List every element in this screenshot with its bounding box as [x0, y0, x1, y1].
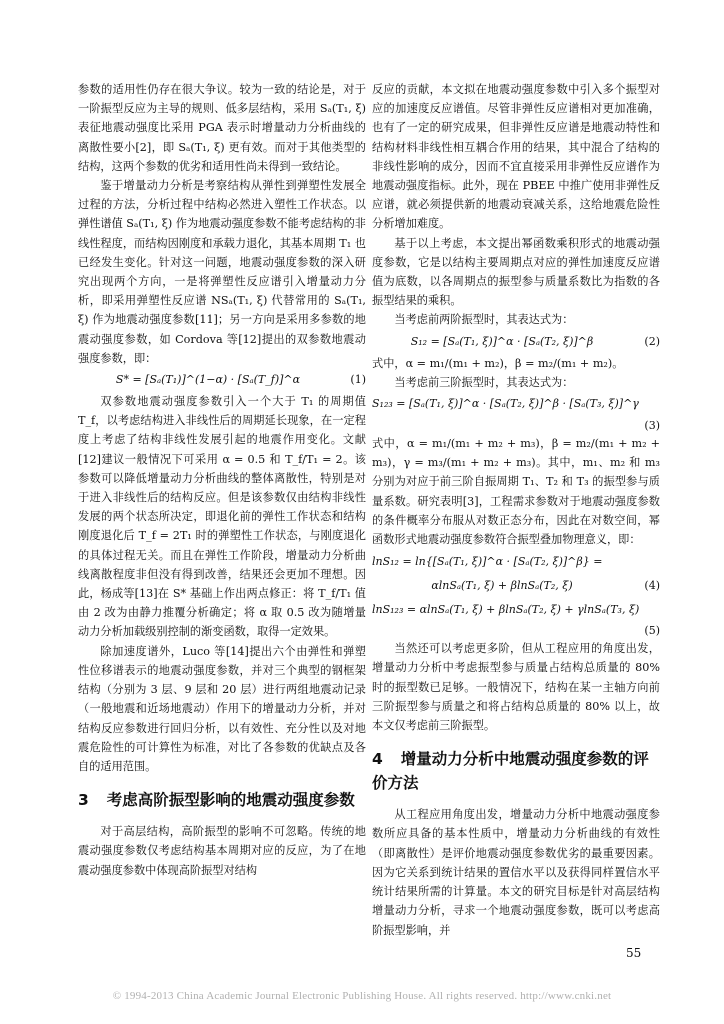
equation-number: (2) — [644, 335, 660, 349]
equation-formula: αlnSₐ(T₁, ξ) + βlnSₐ(T₂, ξ) — [431, 578, 573, 592]
equation-number: (4) — [644, 578, 660, 592]
paragraph: 除加速度谱外，Luco 等[14]提出六个由弹性和弹塑性位移谱表示的地震动强度参数，并对三个典型的钢框架结构（分别为 3 层、9 层和 20 层）进行两组地震动记录（一般地震和近场地震动）作用下的增量动力分析，并对结构反应参数进行回归分析，以有效性、充分性以及对地震危险性的可计算性为标准，对比了各参数的优缺点及各自的适用范围。 — [78, 644, 366, 773]
equation-formula: S* = [Sₐ(T₁)]^(1−α) · [Sₐ(T_f)]^α — [115, 373, 301, 387]
page-number: 55 — [626, 946, 642, 960]
paragraph: 鉴于增量动力分析是考察结构从弹性到弹塑性发展全过程的方法，分析过程中结构必然进入塑性工作状态。以弹性谱值 Sₐ(T₁, ξ) 作为地震动强度参数不能考虑结构的非线性程度，而结构因刚度和承载力退化，其基本周期 T₁ 也已经发生变化。针对这一问题，地震动强度参数的深入研究出现两个方向，一是将弹塑性反应谱引入增量动力分析，即采用弹塑性反应谱 NSₐ(T₁, ξ) 代替常用的 Sₐ(T₁, ξ) 作为地震动强度参数[11]；另一方向是采用多参数的地震动强度参数，如 Cordova 等[12]提出的双参数地震动强度参数，即： — [78, 179, 366, 365]
section-heading-4 — [372, 747, 660, 795]
section-number: 4 — [372, 750, 383, 769]
copyright-footer: © 1994-2013 China Academic Journal Electronic Publishing House. All rights reserved. http://www.cnki.net — [112, 990, 612, 1002]
paragraph: 反应的贡献，本文拟在地震动强度参数中引入多个振型对应的加速度反应谱值。尽管非弹性反应谱相对更加准确，也有了一定的研究成果，但非弹性反应谱是地震动特性和结构材料非线性相互耦合作用的结果，其中混合了结构的非线性影响的成分，因而不宜直接采用非弹性反应谱作为地震动强度指标。此外，现在 PBEE 中推广使用非弹性反应谱，就必须提供新的地震动衰减关系，这给地震危险性分析增加难度。 — [372, 83, 660, 231]
equation-4-line-2 — [372, 573, 660, 597]
paragraph: 式中，α = m₁/(m₁ + m₂)，β = m₂/(m₁ + m₂)。 — [372, 356, 624, 370]
equation-2 — [372, 330, 660, 354]
section-title: 考虑高阶振型影响的地震动强度参数 — [106, 791, 355, 810]
equation-formula: S₁₂ = [Sₐ(T₁, ξ)]^α · [Sₐ(T₂, ξ)]^β — [410, 335, 594, 349]
paragraph: 当考虑前两阶振型时，其表达式为： — [394, 313, 574, 327]
paragraph: 从工程应用角度出发，增量动力分析中地震动强度参数所应具备的基本性质中，增量动力分析曲线的有效性（即离散性）是评价地震动强度参数优劣的最重要因素。因为它关系到统计结果的置信水平以及获得同样置信水平统计结果所需的计算量。本文的研究目标是针对高层结构增量动力分析，寻求一个地震动强度参数，既可以考虑高阶振型影响，并 — [372, 808, 660, 937]
paragraph: 当考虑前三阶振型时，其表达式为： — [394, 375, 574, 389]
equation-1 — [78, 368, 366, 392]
equation-3 — [372, 392, 660, 416]
equation-formula: S₁₂₃ = [Sₐ(T₁, ξ)]^α · [Sₐ(T₂, ξ)]^β · [Sₐ(T₃, ξ)]^γ — [372, 397, 639, 411]
section-number: 3 — [78, 791, 89, 810]
paragraph: 当然还可以考虑更多阶，但从工程应用的角度出发，增量动力分析中考虑振型参与质量占结构总质量的 80% 时的振型数已足够。一般情况下，结构在某一主轴方向前三阶振型参与质量之和将占结构总质量的 80% 以上，故本文仅考虑前三阶振型。 — [372, 642, 660, 733]
equation-number: (1) — [350, 373, 366, 387]
equation-number: (5) — [644, 624, 660, 638]
paragraph: 式中，α = m₁/(m₁ + m₂ + m₃)，β = m₂/(m₁ + m₂ + m₃)，γ = m₃/(m₁ + m₂ + m₃)。其中，m₁、m₂ 和 m₃ 分别为对应于前三阶自振周期 T₁、T₂ 和 T₃ 的振型参与质量系数。研究表明[3]，工程需求参数对于地震动强度参数的条件概率分布服从对数正态分布，因此在对数空间，幂函数形式地震动强度参数符合振型叠加物理意义，即： — [372, 437, 660, 547]
paragraph: 双参数地震动强度参数引入一个大于 T₁ 的周期值 T_f，以考虑结构进入非线性后的周期延长现象，在一定程度上考虑了结构非线性发展引起的地震作用变化。文献[12]建议一般情况下可采用 α = 0.5 和 T_f/T₁ = 2。该参数可以降低增量动力分析曲线的整体离散性，特别是对于进入非线性后的结构反应。但是该参数仅由结构非线性发展的两个状态所决定，即退化前的弹性工作状态和结构刚度退化后 T_f = 2T₁ 时的弹塑性工作状态，与刚度退化的具体过程无关。而且在弹性工作阶段，增量动力分析曲线离散程度非但没有得到改善，结果还会更加不理想。因此，杨成等[13]在 S* 基础上作出两点修正：将 T_f/T₁ 值由 2 改为由静力推覆分析确定；将 α 取 0.5 改为随增量动力分析加载级别控制的渐变函数，取得一定效果。 — [78, 395, 366, 639]
paragraph: 基于以上考虑，本文提出幂函数乘积形式的地震动强度参数，它是以结构主要周期点对应的弹性加速度反应谱值为底数，以各周期点的振型参与质量系数比为指数的各振型结果的乘积。 — [372, 236, 660, 308]
left-column — [78, 80, 366, 880]
paragraph: 对于高层结构，高阶振型的影响不可忽略。传统的地震动强度参数仅考虑结构基本周期对应的反应，为了在地震动强度参数中体现高阶振型对结构 — [78, 825, 366, 877]
paragraph: 参数的适用性仍存在很大争议。较为一致的结论是，对于一阶振型反应为主导的规则、低多层结构，采用 Sₐ(T₁, ξ) 表征地震动强度比采用 PGA 表示时增量动力分析曲线的离散性要小[2]，即 Sₐ(T₁, ξ) 更有效。而对于其他类型的结构，这两个参数的优劣和适用性尚未得到一致结论。 — [78, 83, 366, 173]
equation-formula: lnS₁₂₃ = αlnSₐ(T₁, ξ) + βlnSₐ(T₂, ξ) + γlnSₐ(T₃, ξ) — [372, 602, 640, 616]
equation-number: (3) — [644, 419, 660, 433]
equation-4-line-1 — [372, 549, 660, 573]
section-title: 增量动力分析中地震动强度参数的评价方法 — [372, 750, 649, 793]
equation-formula: lnS₁₂ = ln{[Sₐ(T₁, ξ)]^α · [Sₐ(T₂, ξ)]^β} = — [372, 554, 603, 568]
right-column — [372, 80, 660, 940]
equation-5 — [372, 597, 660, 621]
section-heading-3 — [78, 788, 366, 812]
